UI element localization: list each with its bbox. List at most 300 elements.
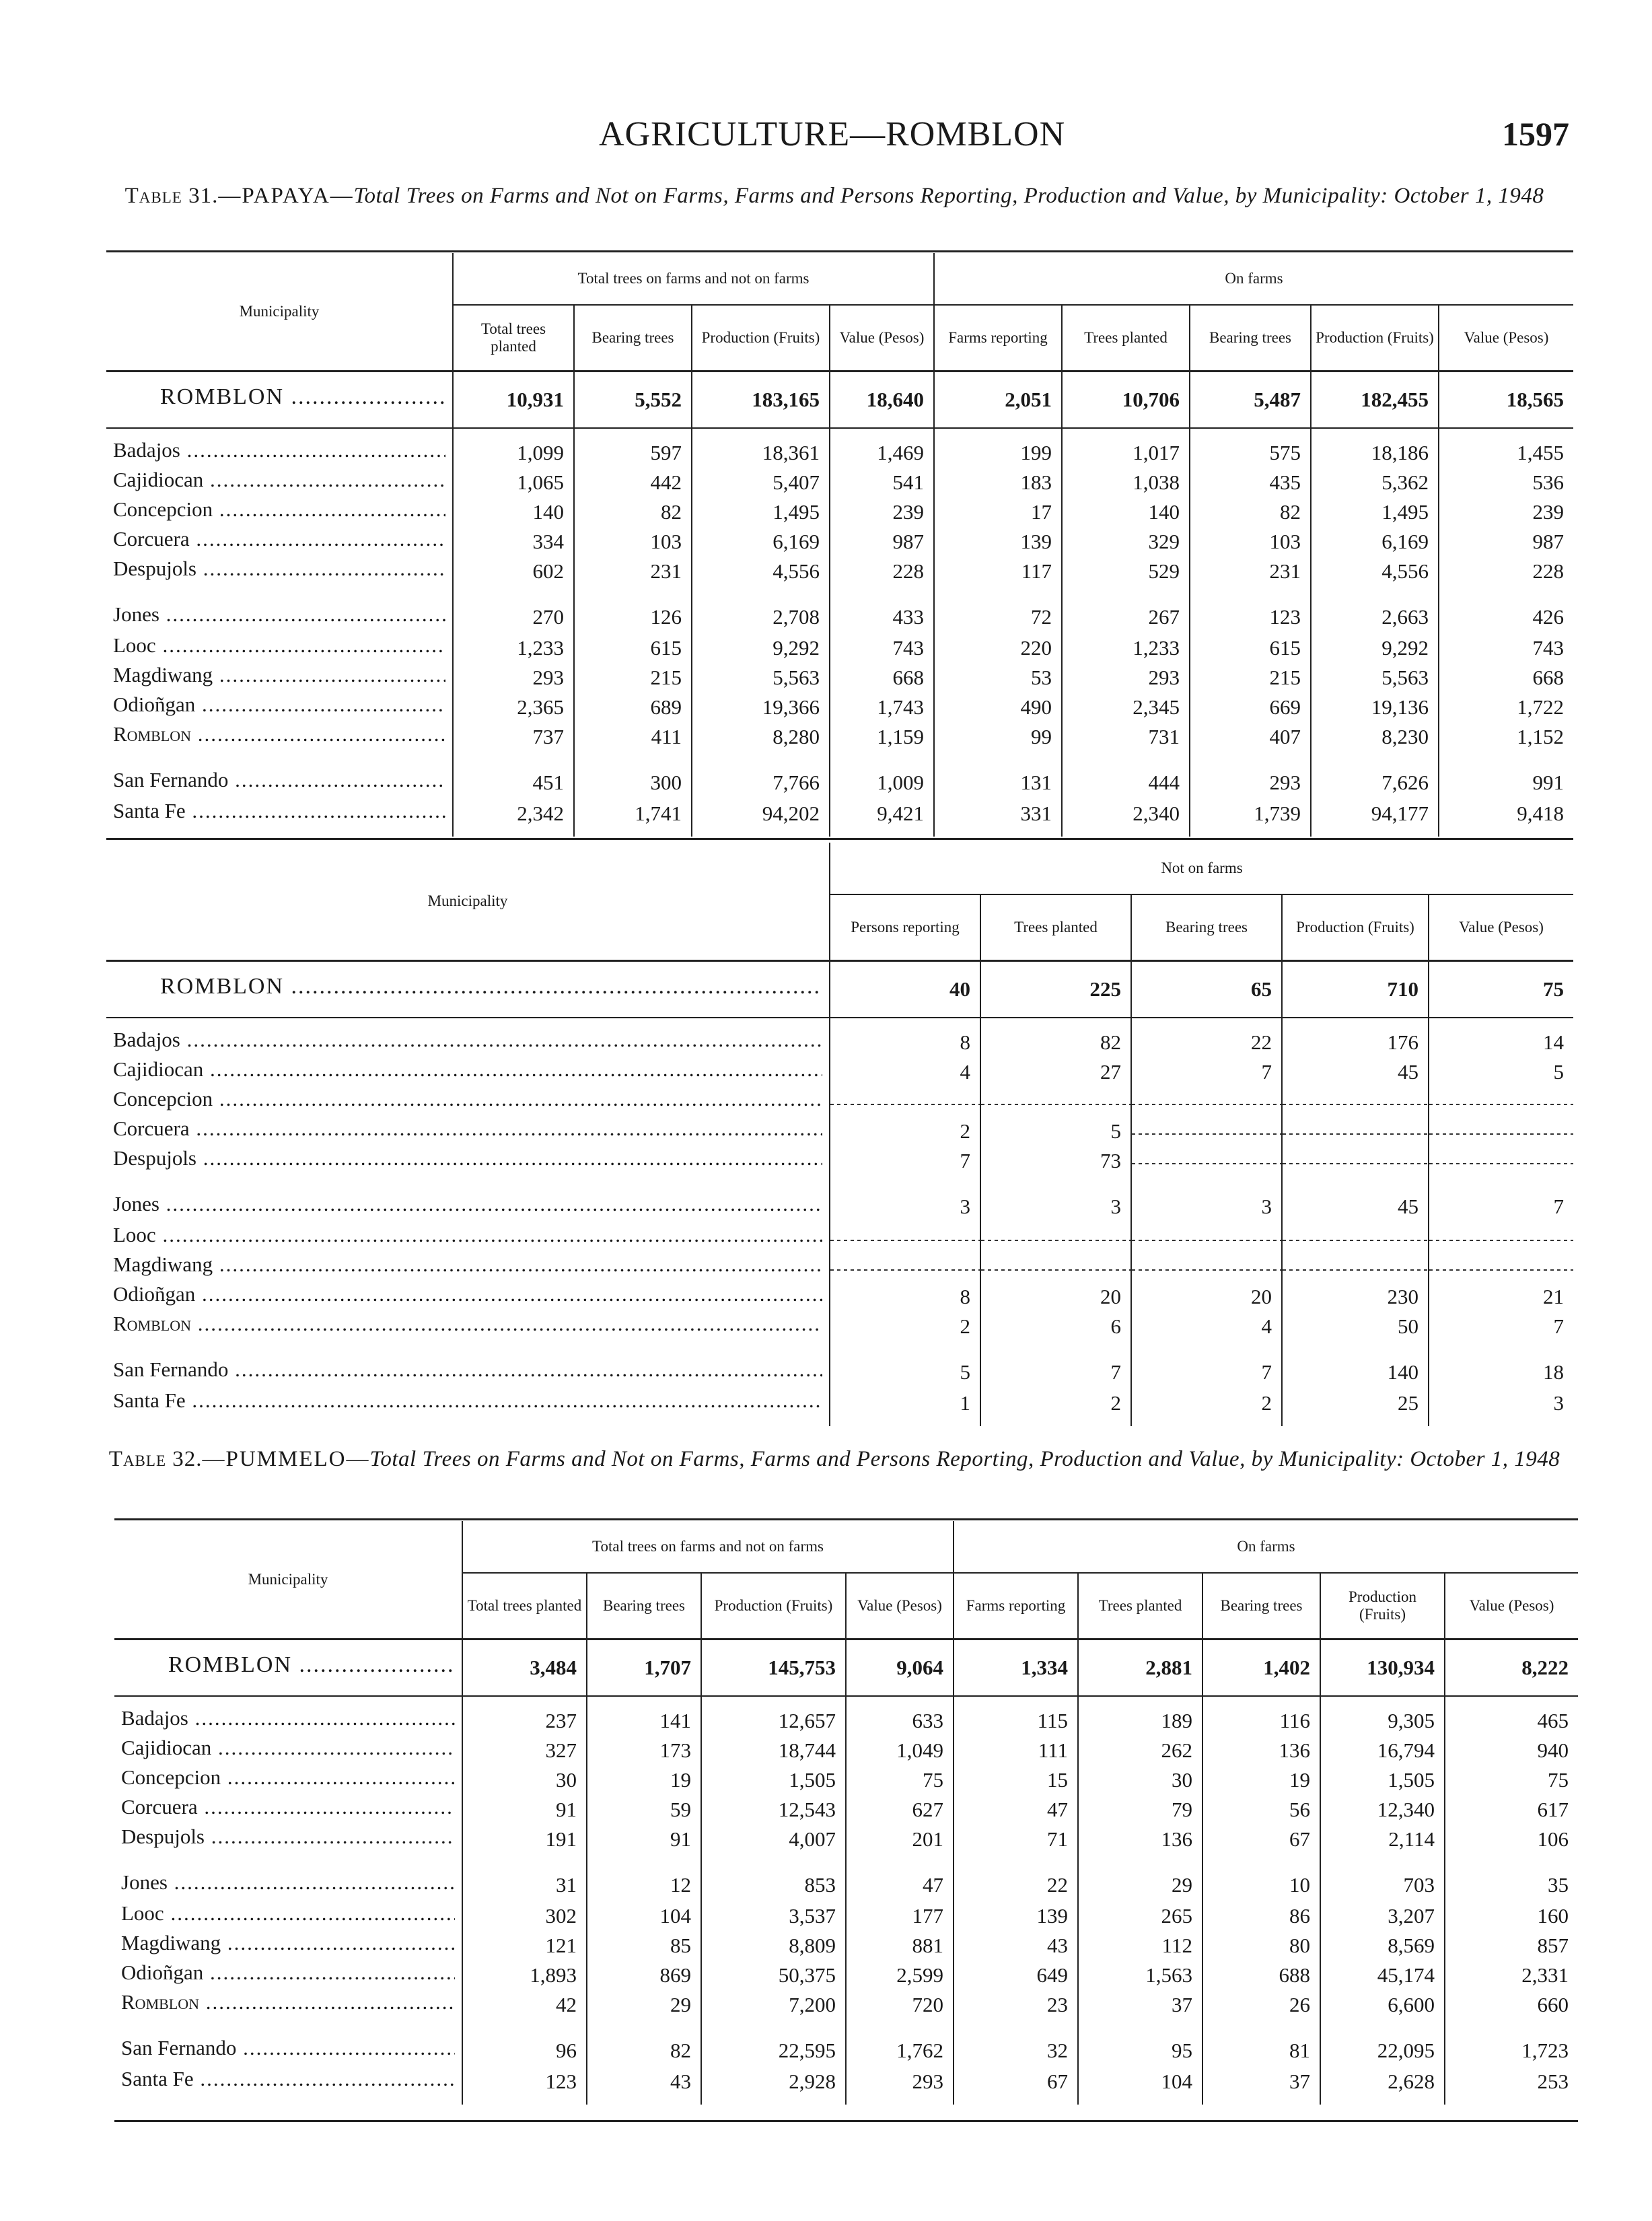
value-cell: 5	[1429, 1057, 1573, 1087]
value-cell: 136	[1202, 1736, 1320, 1765]
column-header: Trees planted	[980, 894, 1131, 961]
table-row	[106, 1388, 1573, 1426]
value-cell: 45	[1282, 1176, 1429, 1223]
value-cell: 617	[1445, 1795, 1578, 1825]
value-cell: 22,595	[701, 2020, 846, 2067]
value-cell: 4,007	[701, 1825, 846, 1854]
municipality-name: Cajidiocan .....	[106, 468, 453, 497]
value-cell: 75	[846, 1765, 954, 1795]
value-cell: 668	[830, 663, 934, 693]
municipality-name: ROMBLON .....	[114, 1640, 462, 1697]
value-cell	[830, 1087, 980, 1117]
table-row	[114, 1931, 1578, 1961]
column-header: Bearing trees	[587, 1573, 701, 1640]
value-cell: 300	[574, 752, 692, 799]
value-cell: 115	[954, 1696, 1078, 1736]
value-cell: 239	[830, 497, 934, 527]
value-cell: 7,200	[701, 1990, 846, 2020]
value-cell: 6,169	[1311, 527, 1439, 557]
table31-mid-rule	[106, 838, 1573, 840]
value-cell: 82	[574, 497, 692, 527]
value-cell: 26	[1202, 1990, 1320, 2020]
column-header: Bearing trees	[574, 305, 692, 372]
municipality-name: Badajos .....	[106, 428, 453, 468]
value-cell: 16,794	[1320, 1736, 1445, 1765]
value-cell	[830, 1253, 980, 1282]
value-cell: 139	[934, 527, 1062, 557]
value-cell: 47	[846, 1854, 954, 1901]
value-cell: 56	[1202, 1795, 1320, 1825]
table32-group-total-header: Total trees on farms and not on farms	[462, 1521, 954, 1573]
value-cell: 59	[587, 1795, 701, 1825]
value-cell: 29	[587, 1990, 701, 2020]
value-cell: 228	[830, 557, 934, 586]
total-row	[106, 961, 1573, 1018]
municipality-name: Despujols .....	[106, 1146, 830, 1176]
value-cell: 50,375	[701, 1961, 846, 1990]
table-row	[114, 2067, 1578, 2105]
municipality-name: Santa Fe .....	[114, 2067, 462, 2105]
value-cell	[1131, 1117, 1282, 1146]
value-cell: 3	[1131, 1176, 1282, 1223]
value-cell: 117	[934, 557, 1062, 586]
value-cell: 71	[954, 1825, 1078, 1854]
table-row	[114, 1854, 1578, 1901]
municipality-name: Corcuera .....	[114, 1795, 462, 1825]
value-cell: 3	[1429, 1388, 1573, 1426]
municipality-name: Odioñgan .....	[106, 693, 453, 722]
value-cell: 43	[954, 1931, 1078, 1961]
table31-group-onfarms-header: On farms	[934, 253, 1573, 305]
table-row	[106, 1312, 1573, 1341]
value-cell: 91	[587, 1825, 701, 1854]
value-cell: 43	[587, 2067, 701, 2105]
value-cell: 536	[1439, 468, 1573, 497]
value-cell	[1131, 1253, 1282, 1282]
value-cell: 18,186	[1311, 428, 1439, 468]
table32-group-onfarms-header: On farms	[954, 1521, 1578, 1573]
value-cell: 451	[453, 752, 574, 799]
value-cell: 136	[1078, 1825, 1202, 1854]
value-cell: 426	[1439, 586, 1573, 633]
value-cell: 82	[587, 2020, 701, 2067]
value-cell: 30	[462, 1765, 587, 1795]
value-cell: 37	[1202, 2067, 1320, 2105]
value-cell: 47	[954, 1795, 1078, 1825]
table-row	[106, 468, 1573, 497]
value-cell: 6,600	[1320, 1990, 1445, 2020]
table-row	[114, 1795, 1578, 1825]
value-cell: 112	[1078, 1931, 1202, 1961]
page-number: 1597	[1502, 115, 1569, 153]
table-row	[106, 527, 1573, 557]
value-cell: 15	[954, 1765, 1078, 1795]
value-cell: 703	[1320, 1854, 1445, 1901]
value-cell	[1282, 1223, 1429, 1253]
municipality-name: Magdiwang .....	[114, 1931, 462, 1961]
value-cell: 199	[934, 428, 1062, 468]
value-cell: 67	[1202, 1825, 1320, 1854]
value-cell: 73	[980, 1146, 1131, 1176]
value-cell: 228	[1439, 557, 1573, 586]
value-cell: 720	[846, 1990, 954, 2020]
value-cell: 2,340	[1062, 799, 1190, 837]
value-cell: 1,233	[453, 633, 574, 663]
value-cell: 9,305	[1320, 1696, 1445, 1736]
value-cell: 104	[587, 1901, 701, 1931]
table-row	[114, 1990, 1578, 2020]
column-header: Value (Pesos)	[846, 1573, 954, 1640]
table-row	[106, 1087, 1573, 1117]
value-cell: 2,051	[934, 372, 1062, 429]
value-cell: 331	[934, 799, 1062, 837]
municipality-name: Looc .....	[106, 1223, 830, 1253]
municipality-name: Corcuera .....	[106, 527, 453, 557]
value-cell: 2,881	[1078, 1640, 1202, 1697]
value-cell: 7	[980, 1341, 1131, 1388]
value-cell: 1,038	[1062, 468, 1190, 497]
column-header: Value (Pesos)	[830, 305, 934, 372]
table32-subtitle: Total Trees on Farms and Not on Farms, Farms and Persons Reporting, Production and Value, by Municipality: October 1, 1948	[369, 1447, 1560, 1471]
value-cell: 1,099	[453, 428, 574, 468]
value-cell: 79	[1078, 1795, 1202, 1825]
value-cell: 31	[462, 1854, 587, 1901]
value-cell: 50	[1282, 1312, 1429, 1341]
value-cell: 615	[1190, 633, 1311, 663]
value-cell: 176	[1282, 1018, 1429, 1057]
value-cell: 19	[1202, 1765, 1320, 1795]
value-cell	[980, 1087, 1131, 1117]
table-row	[106, 633, 1573, 663]
table31b-municipality-header: Municipality	[427, 892, 508, 909]
value-cell: 987	[1439, 527, 1573, 557]
value-cell: 649	[954, 1961, 1078, 1990]
value-cell: 19,136	[1311, 693, 1439, 722]
value-cell: 857	[1445, 1931, 1578, 1961]
value-cell: 1,455	[1439, 428, 1573, 468]
table-row	[106, 1117, 1573, 1146]
value-cell: 1,723	[1445, 2020, 1578, 2067]
value-cell: 215	[1190, 663, 1311, 693]
column-header: Value (Pesos)	[1445, 1573, 1578, 1640]
value-cell: 1	[830, 1388, 980, 1426]
value-cell: 1,739	[1190, 799, 1311, 837]
value-cell: 1,469	[830, 428, 934, 468]
value-cell: 6	[980, 1312, 1131, 1341]
table31b-body	[106, 961, 1573, 1427]
value-cell: 2,114	[1320, 1825, 1445, 1854]
table-row	[106, 1146, 1573, 1176]
municipality-name: Jones .....	[106, 586, 453, 633]
value-cell: 20	[1131, 1282, 1282, 1312]
value-cell: 81	[1202, 2020, 1320, 2067]
municipality-name: Odioñgan .....	[106, 1282, 830, 1312]
value-cell: 1,065	[453, 468, 574, 497]
value-cell: 231	[1190, 557, 1311, 586]
value-cell: 67	[954, 2067, 1078, 2105]
value-cell: 45	[1282, 1057, 1429, 1087]
value-cell	[980, 1223, 1131, 1253]
value-cell: 3,484	[462, 1640, 587, 1697]
value-cell: 239	[1439, 497, 1573, 527]
value-cell: 853	[701, 1854, 846, 1901]
column-header: Persons reporting	[830, 894, 980, 961]
value-cell: 4,556	[692, 557, 830, 586]
value-cell: 140	[1062, 497, 1190, 527]
municipality-name: Cajidiocan .....	[106, 1057, 830, 1087]
value-cell: 3	[980, 1176, 1131, 1223]
municipality-name: ROMBLON .....	[106, 961, 830, 1018]
value-cell: 10,931	[453, 372, 574, 429]
municipality-name: San Fernando .....	[114, 2020, 462, 2067]
value-cell: 407	[1190, 722, 1311, 752]
value-cell: 12,340	[1320, 1795, 1445, 1825]
value-cell: 12,657	[701, 1696, 846, 1736]
column-header: Bearing trees	[1190, 305, 1311, 372]
value-cell: 3,537	[701, 1901, 846, 1931]
table31-body	[106, 372, 1573, 837]
value-cell: 30	[1078, 1765, 1202, 1795]
table-row	[106, 1253, 1573, 1282]
table31-name: —PAPAYA—	[218, 184, 354, 208]
column-header: Total trees planted	[453, 305, 574, 372]
value-cell: 442	[574, 468, 692, 497]
value-cell: 177	[846, 1901, 954, 1931]
column-header: Trees planted	[1062, 305, 1190, 372]
value-cell: 189	[1078, 1696, 1202, 1736]
value-cell	[1131, 1087, 1282, 1117]
value-cell: 490	[934, 693, 1062, 722]
value-cell: 35	[1445, 1854, 1578, 1901]
value-cell: 220	[934, 633, 1062, 663]
value-cell: 5,362	[1311, 468, 1439, 497]
value-cell	[1282, 1253, 1429, 1282]
value-cell	[1282, 1146, 1429, 1176]
value-cell	[1429, 1223, 1573, 1253]
value-cell: 529	[1062, 557, 1190, 586]
value-cell: 1,707	[587, 1640, 701, 1697]
table-row	[114, 1901, 1578, 1931]
value-cell: 20	[980, 1282, 1131, 1312]
value-cell: 7	[1429, 1312, 1573, 1341]
value-cell	[1282, 1087, 1429, 1117]
value-cell: 94,202	[692, 799, 830, 837]
value-cell: 2	[830, 1312, 980, 1341]
value-cell: 14	[1429, 1018, 1573, 1057]
value-cell: 270	[453, 586, 574, 633]
table-row	[106, 722, 1573, 752]
value-cell: 541	[830, 468, 934, 497]
value-cell: 2,342	[453, 799, 574, 837]
value-cell: 12	[587, 1854, 701, 1901]
value-cell: 8,280	[692, 722, 830, 752]
value-cell: 18,565	[1439, 372, 1573, 429]
value-cell: 4	[830, 1057, 980, 1087]
value-cell: 262	[1078, 1736, 1202, 1765]
column-header: Farms reporting	[934, 305, 1062, 372]
table31-top-rule	[106, 250, 1573, 252]
value-cell: 86	[1202, 1901, 1320, 1931]
value-cell: 160	[1445, 1901, 1578, 1931]
table-row	[114, 1765, 1578, 1795]
value-cell: 123	[1190, 586, 1311, 633]
value-cell: 4,556	[1311, 557, 1439, 586]
value-cell: 689	[574, 693, 692, 722]
value-cell: 8,569	[1320, 1931, 1445, 1961]
value-cell: 5	[980, 1117, 1131, 1146]
value-cell: 140	[1282, 1341, 1429, 1388]
value-cell: 602	[453, 557, 574, 586]
table-row	[106, 428, 1573, 468]
municipality-name: Magdiwang .....	[106, 663, 453, 693]
value-cell	[1429, 1117, 1573, 1146]
value-cell: 293	[453, 663, 574, 693]
column-header: Bearing trees	[1131, 894, 1282, 961]
value-cell: 1,505	[1320, 1765, 1445, 1795]
municipality-name: Jones .....	[106, 1176, 830, 1223]
value-cell	[1429, 1087, 1573, 1117]
table32-body	[114, 1640, 1578, 2105]
value-cell: 10	[1202, 1854, 1320, 1901]
municipality-name: Despujols .....	[114, 1825, 462, 1854]
value-cell: 95	[1078, 2020, 1202, 2067]
value-cell: 8,809	[701, 1931, 846, 1961]
municipality-name: San Fernando .....	[106, 752, 453, 799]
value-cell: 710	[1282, 961, 1429, 1018]
municipality-name: ROMBLON .....	[106, 372, 453, 429]
municipality-name: Santa Fe .....	[106, 1388, 830, 1426]
value-cell: 130,934	[1320, 1640, 1445, 1697]
value-cell: 881	[846, 1931, 954, 1961]
table-row	[114, 1961, 1578, 1990]
value-cell: 5	[830, 1341, 980, 1388]
column-header: Production (Fruits)	[1320, 1573, 1445, 1640]
value-cell	[1429, 1253, 1573, 1282]
value-cell: 411	[574, 722, 692, 752]
table31-not-on-farms	[106, 843, 1573, 1426]
column-header: Value (Pesos)	[1429, 894, 1573, 961]
value-cell: 201	[846, 1825, 954, 1854]
value-cell: 18,744	[701, 1736, 846, 1765]
value-cell: 9,064	[846, 1640, 954, 1697]
value-cell: 116	[1202, 1696, 1320, 1736]
value-cell: 1,505	[701, 1765, 846, 1795]
value-cell: 183,165	[692, 372, 830, 429]
value-cell: 8,230	[1311, 722, 1439, 752]
column-header: Farms reporting	[954, 1573, 1078, 1640]
value-cell: 4	[1131, 1312, 1282, 1341]
value-cell: 731	[1062, 722, 1190, 752]
value-cell: 85	[587, 1931, 701, 1961]
value-cell: 334	[453, 527, 574, 557]
value-cell: 141	[587, 1696, 701, 1736]
table31-caption	[101, 180, 1568, 211]
value-cell: 10,706	[1062, 372, 1190, 429]
value-cell: 94,177	[1311, 799, 1439, 837]
value-cell: 8	[830, 1282, 980, 1312]
value-cell: 327	[462, 1736, 587, 1765]
value-cell: 7	[1429, 1176, 1573, 1223]
value-cell: 435	[1190, 468, 1311, 497]
value-cell: 21	[1429, 1282, 1573, 1312]
value-cell: 1,009	[830, 752, 934, 799]
value-cell: 5,563	[1311, 663, 1439, 693]
value-cell: 1,762	[846, 2020, 954, 2067]
table-row	[106, 799, 1573, 837]
value-cell: 597	[574, 428, 692, 468]
value-cell: 3	[830, 1176, 980, 1223]
value-cell: 8	[830, 1018, 980, 1057]
value-cell: 293	[1190, 752, 1311, 799]
value-cell: 22	[954, 1854, 1078, 1901]
value-cell: 2,599	[846, 1961, 954, 1990]
value-cell: 253	[1445, 2067, 1578, 2105]
value-cell: 1,334	[954, 1640, 1078, 1697]
value-cell: 668	[1439, 663, 1573, 693]
municipality-name: Romblon .....	[106, 1312, 830, 1341]
value-cell: 991	[1439, 752, 1573, 799]
table32-number: Table 32.	[108, 1447, 203, 1471]
value-cell: 131	[934, 752, 1062, 799]
value-cell: 139	[954, 1901, 1078, 1931]
value-cell: 869	[587, 1961, 701, 1990]
value-cell: 2,708	[692, 586, 830, 633]
value-cell: 688	[1202, 1961, 1320, 1990]
table-row	[106, 1282, 1573, 1312]
page-header	[0, 114, 1652, 162]
table-row	[106, 1341, 1573, 1388]
value-cell: 743	[830, 633, 934, 663]
value-cell: 32	[954, 2020, 1078, 2067]
value-cell: 231	[574, 557, 692, 586]
value-cell: 2	[1131, 1388, 1282, 1426]
column-header: Total trees planted	[462, 1573, 587, 1640]
value-cell: 7	[1131, 1341, 1282, 1388]
value-cell: 1,722	[1439, 693, 1573, 722]
value-cell: 1,741	[574, 799, 692, 837]
value-cell: 627	[846, 1795, 954, 1825]
table-row	[106, 1018, 1573, 1057]
table-row	[106, 1176, 1573, 1223]
value-cell: 22	[1131, 1018, 1282, 1057]
value-cell: 103	[574, 527, 692, 557]
municipality-name: Santa Fe .....	[106, 799, 453, 837]
municipality-name: Badajos .....	[114, 1696, 462, 1736]
table-row	[106, 1223, 1573, 1253]
table-row	[106, 693, 1573, 722]
table-row	[106, 586, 1573, 633]
value-cell: 80	[1202, 1931, 1320, 1961]
value-cell: 230	[1282, 1282, 1429, 1312]
value-cell: 9,418	[1439, 799, 1573, 837]
municipality-name: Jones .....	[114, 1854, 462, 1901]
value-cell: 9,292	[692, 633, 830, 663]
value-cell: 75	[1429, 961, 1573, 1018]
municipality-name: Corcuera .....	[106, 1117, 830, 1146]
value-cell: 23	[954, 1990, 1078, 2020]
value-cell: 45,174	[1320, 1961, 1445, 1990]
value-cell: 1,893	[462, 1961, 587, 1990]
value-cell: 19,366	[692, 693, 830, 722]
value-cell: 2,345	[1062, 693, 1190, 722]
municipality-name: Romblon .....	[114, 1990, 462, 2020]
table31-number: Table 31.	[124, 184, 219, 208]
total-row	[114, 1640, 1578, 1697]
municipality-name: Looc .....	[114, 1901, 462, 1931]
value-cell: 1,563	[1078, 1961, 1202, 1990]
table31-group-total-header: Total trees on farms and not on farms	[453, 253, 934, 305]
value-cell: 302	[462, 1901, 587, 1931]
